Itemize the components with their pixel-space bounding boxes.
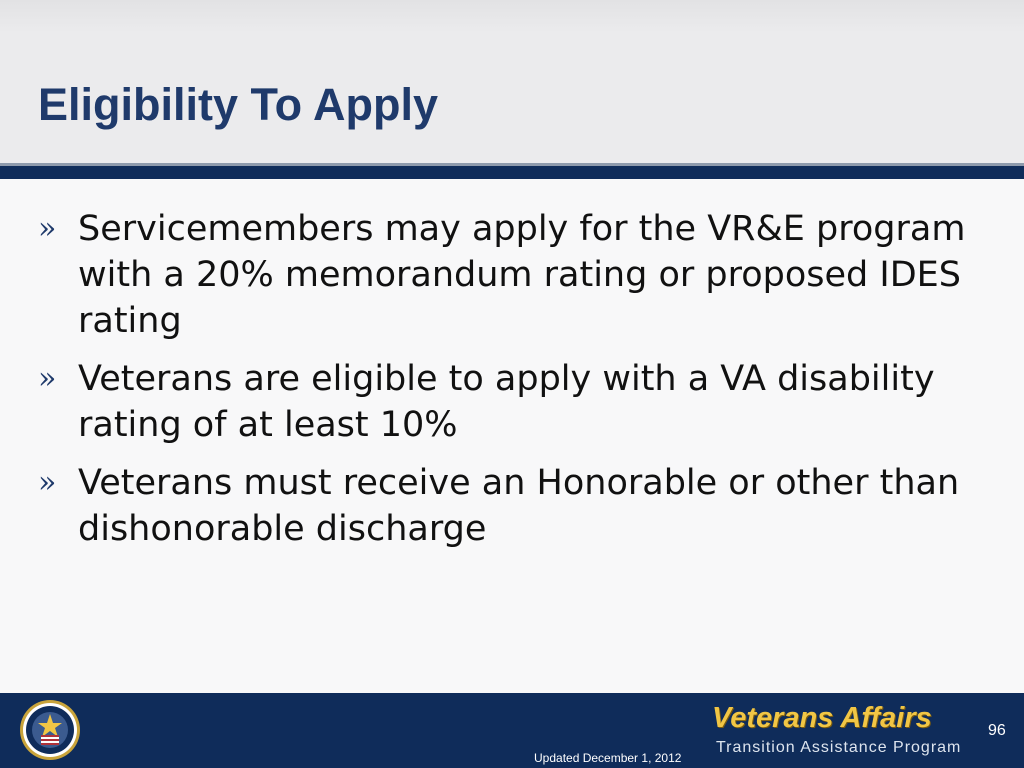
updated-date: Updated December 1, 2012 — [534, 751, 682, 765]
va-seal-icon — [16, 699, 84, 761]
bullet-item — [38, 356, 998, 448]
bullet-text: Servicemembers may apply for the VR&E program with a 20% memorandum rating or proposed IDES rating — [78, 209, 966, 341]
brand-logo — [712, 700, 962, 762]
bullet-marker-icon: » — [38, 211, 57, 246]
slide-footer — [0, 693, 1024, 768]
brand-name: Veterans Affairs — [712, 702, 932, 734]
bullet-marker-icon: » — [38, 361, 57, 396]
bullet-text: Veterans must receive an Honorable or other than dishonorable discharge — [78, 463, 960, 549]
bullet-item — [38, 460, 998, 552]
bullet-text: Veterans are eligible to apply with a VA disability rating of at least 10% — [78, 359, 935, 445]
bullet-marker-icon: » — [38, 465, 57, 500]
page-number: 96 — [988, 722, 1006, 739]
brand-subtitle: Transition Assistance Program — [716, 739, 962, 756]
bullet-list — [38, 206, 998, 564]
header-divider-thick — [0, 166, 1024, 179]
bullet-item — [38, 206, 998, 344]
slide-title: Eligibility To Apply — [38, 79, 438, 130]
slide-header — [0, 0, 1024, 163]
